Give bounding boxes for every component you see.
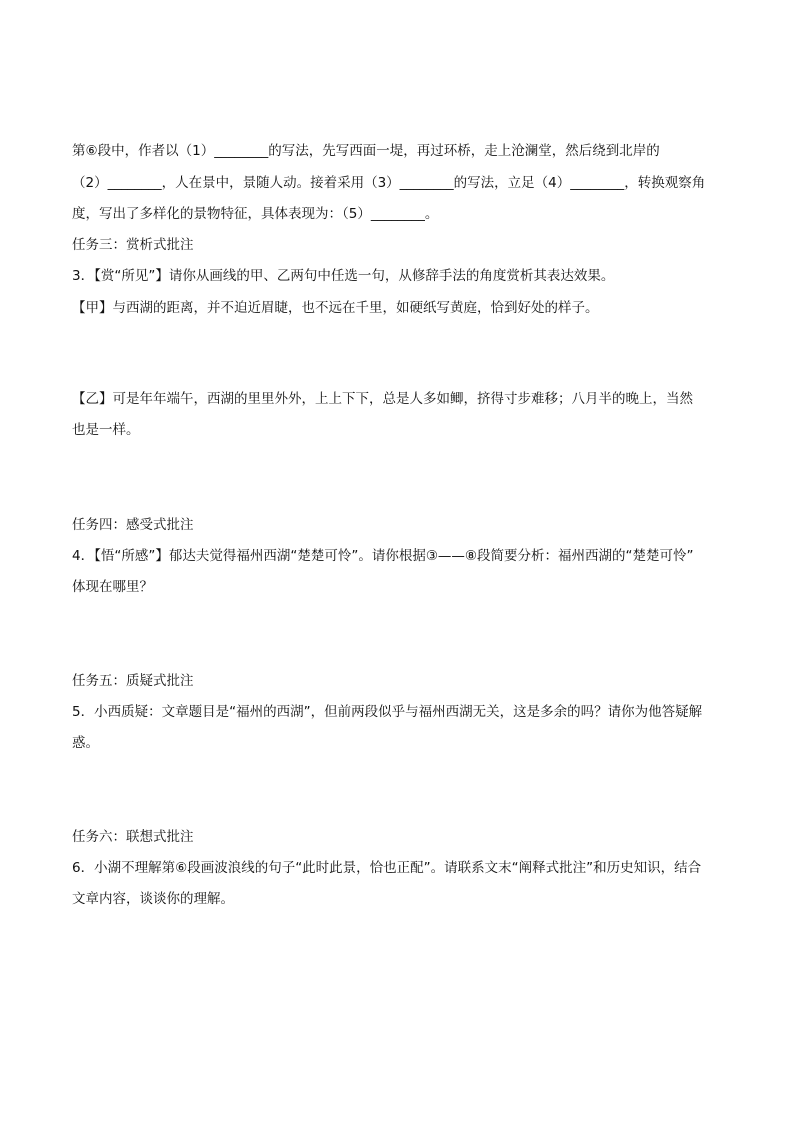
task6-question-line1: 6．小湖不理解第⑥段画波浪线的句子“此时此景，恰也正配”。请联系文末“阐释式批注”和历史知识，结合 xyxy=(72,860,702,876)
task6-question-line2: 文章内容，谈谈你的理解。 xyxy=(72,891,234,907)
task3-heading: 任务三：赏析式批注 xyxy=(72,237,194,253)
task4-heading: 任务四：感受式批注 xyxy=(72,517,194,533)
task4-question-line2: 体现在哪里？ xyxy=(72,579,153,595)
paragraph6-line3: 度，写出了多样化的景物特征，具体表现为：（5）________。 xyxy=(72,206,439,222)
paragraph6-line2: （2）________，人在景中，景随人动。接着采用（3）________的写法，立足（4）________，转换观察角 xyxy=(72,175,706,191)
task3-option-a: 【甲】与西湖的距离，并不迫近眉睫，也不远在千里，如硬纸写黄庭，恰到好处的样子。 xyxy=(72,300,599,316)
task3-option-b-line2: 也是一样。 xyxy=(72,422,140,438)
task3-option-b-line1: 【乙】可是年年端午，西湖的里里外外，上上下下，总是人多如鲫，挤得寸步难移；八月半的晚上，当然 xyxy=(72,391,693,407)
task5-heading: 任务五：质疑式批注 xyxy=(72,673,194,689)
task4-question-line1: 4．【悟“所感”】郁达夫觉得福州西湖“楚楚可怜”。请你根据③——⑧段简要分析：福州西湖的“楚楚可怜” xyxy=(72,548,694,564)
task5-question-line2: 惑。 xyxy=(72,735,99,751)
task3-question: 3．【赏“所见”】请你从画线的甲、乙两句中任选一句，从修辞手法的角度赏析其表达效果。 xyxy=(72,268,615,284)
task6-heading: 任务六：联想式批注 xyxy=(72,829,194,845)
task5-question-line1: 5．小西质疑：文章题目是“福州的西湖”，但前两段似乎与福州西湖无关，这是多余的吗？请你为他答疑解 xyxy=(72,704,703,720)
paragraph6-line1: 第⑥段中，作者以（1）________的写法，先写西面一堤，再过环桥，走上沧澜堂，然后绕到北岸的 xyxy=(72,143,660,159)
